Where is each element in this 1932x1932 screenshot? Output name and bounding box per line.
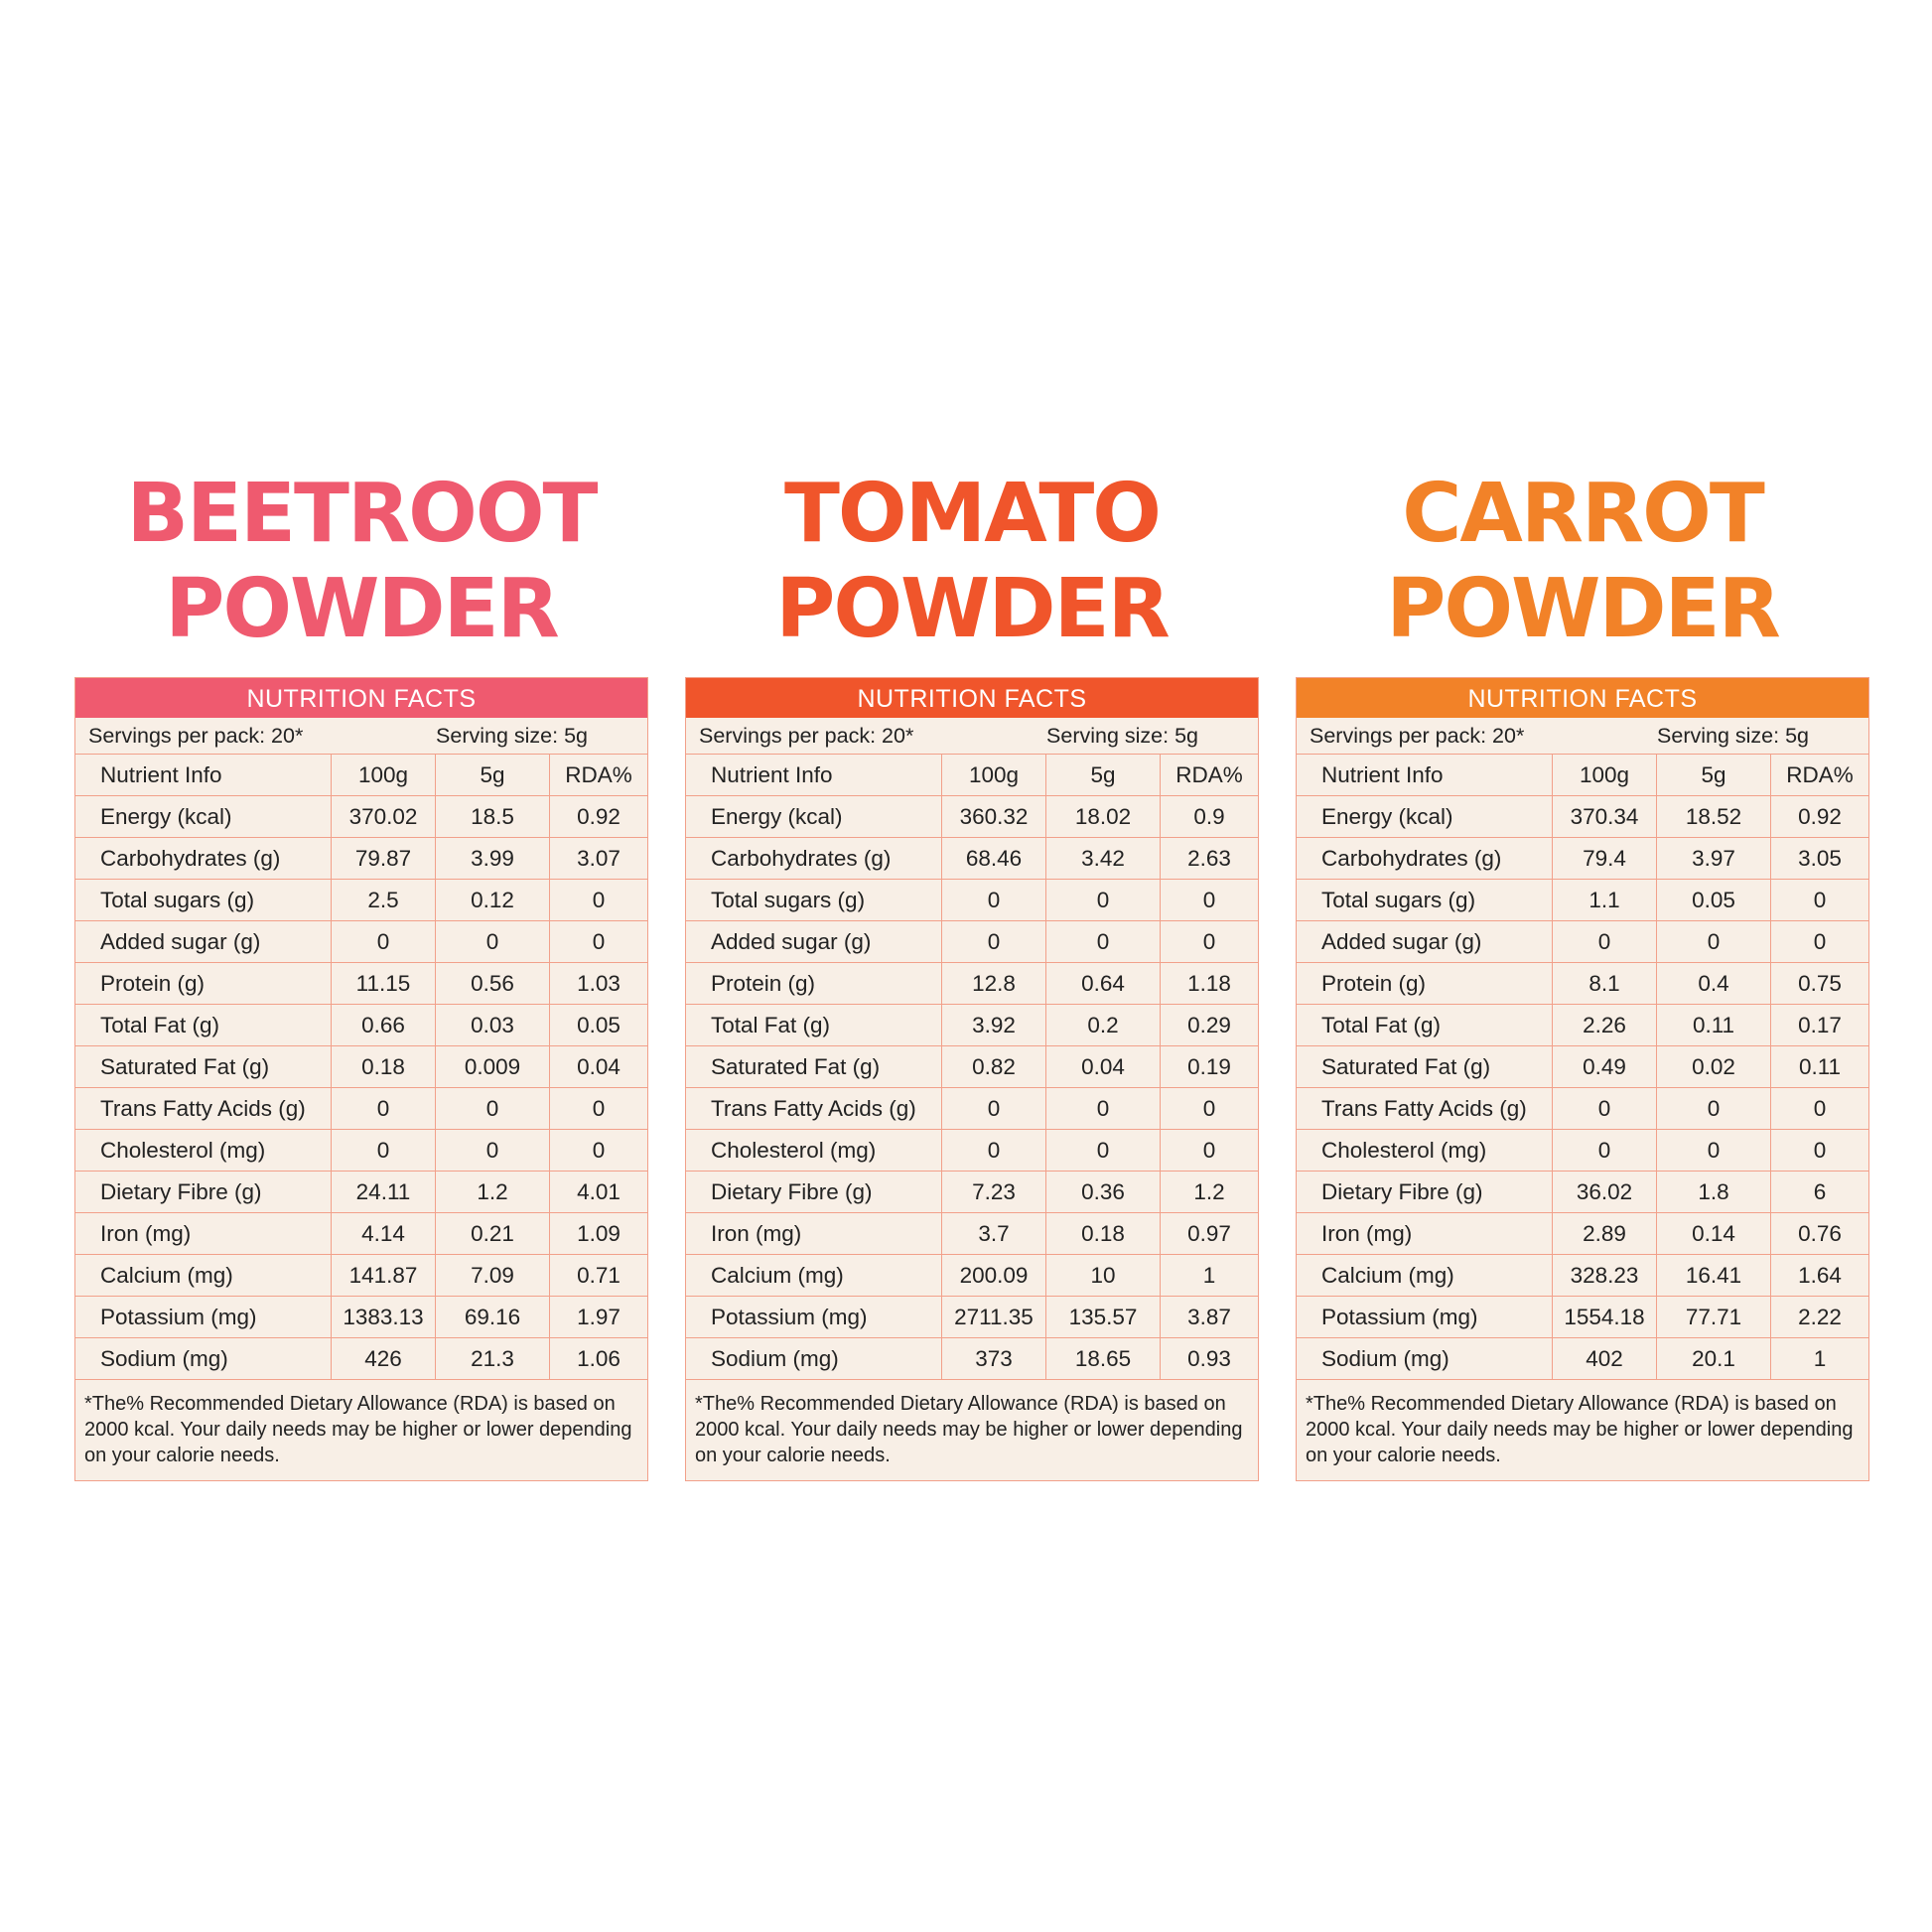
value-5g: 16.41 (1657, 1255, 1771, 1297)
nutrient-name: Protein (g) (75, 963, 332, 1005)
nutrition-card (685, 677, 1259, 1481)
serving-size: Serving size: 5g (1046, 724, 1198, 748)
value-rda: 2.63 (1161, 838, 1259, 880)
column-header: 100g (1553, 755, 1657, 796)
value-rda: 0.92 (550, 796, 648, 838)
nutrient-name: Total Fat (g) (1297, 1005, 1553, 1046)
product-title-line2: POWDER (1386, 562, 1779, 656)
value-rda: 1.03 (550, 963, 648, 1005)
value-100g: 0 (942, 880, 1046, 921)
value-100g: 79.87 (332, 838, 436, 880)
product-title-line1: BEETROOT (126, 467, 597, 561)
table-row (1297, 963, 1868, 1005)
value-rda: 1.18 (1161, 963, 1259, 1005)
value-rda: 3.05 (1771, 838, 1869, 880)
value-100g: 24.11 (332, 1172, 436, 1213)
value-rda: 3.07 (550, 838, 648, 880)
nutrient-name: Iron (mg) (75, 1213, 332, 1255)
value-100g: 0 (1553, 1130, 1657, 1172)
column-header: Nutrient Info (1297, 755, 1553, 796)
serving-info (1297, 718, 1868, 755)
nutrient-name: Potassium (mg) (1297, 1297, 1553, 1338)
table-row (686, 796, 1258, 838)
table-row (686, 1297, 1258, 1338)
value-5g: 0 (1657, 921, 1771, 963)
table-row (1297, 1046, 1868, 1088)
value-100g: 2.89 (1553, 1213, 1657, 1255)
value-100g: 3.92 (942, 1005, 1046, 1046)
value-100g: 360.32 (942, 796, 1046, 838)
value-rda: 0 (550, 1130, 648, 1172)
nutrient-name: Energy (kcal) (686, 796, 942, 838)
value-5g: 0.009 (436, 1046, 550, 1088)
value-rda: 0 (1161, 921, 1259, 963)
value-rda: 0 (1161, 880, 1259, 921)
value-rda: 0.76 (1771, 1213, 1869, 1255)
value-5g: 7.09 (436, 1255, 550, 1297)
value-rda: 0.05 (550, 1005, 648, 1046)
table-row (1297, 880, 1868, 921)
value-100g: 402 (1553, 1338, 1657, 1380)
serving-info (686, 718, 1258, 755)
value-5g: 0.2 (1046, 1005, 1161, 1046)
value-100g: 2.26 (1553, 1005, 1657, 1046)
table-row (1297, 1130, 1868, 1172)
table-row (686, 963, 1258, 1005)
value-5g: 18.65 (1046, 1338, 1161, 1380)
value-5g: 0 (1046, 921, 1161, 963)
nutrition-card (1296, 677, 1869, 1481)
value-100g: 141.87 (332, 1255, 436, 1297)
value-100g: 0 (942, 1130, 1046, 1172)
value-5g: 0.03 (436, 1005, 550, 1046)
table-row (75, 1338, 647, 1380)
nutrient-name: Trans Fatty Acids (g) (686, 1088, 942, 1130)
value-5g: 0.56 (436, 963, 550, 1005)
value-5g: 0.4 (1657, 963, 1771, 1005)
value-5g: 0.64 (1046, 963, 1161, 1005)
table-row (1297, 1172, 1868, 1213)
value-100g: 0 (332, 1130, 436, 1172)
column-header: RDA% (1771, 755, 1869, 796)
nutrient-name: Total sugars (g) (686, 880, 942, 921)
value-5g: 0 (1657, 1130, 1771, 1172)
rda-footnote: *The% Recommended Dietary Allowance (RDA) is based on 2000 kcal. Your daily needs may be higher or lower depending on your calorie needs. (84, 1393, 632, 1466)
value-rda: 0.9 (1161, 796, 1259, 838)
value-rda: 1.2 (1161, 1172, 1259, 1213)
value-100g: 12.8 (942, 963, 1046, 1005)
table-row (75, 1088, 647, 1130)
column-header: Nutrient Info (75, 755, 332, 796)
nutrient-name: Saturated Fat (g) (1297, 1046, 1553, 1088)
value-5g: 0 (436, 1088, 550, 1130)
product-title-line2: POWDER (165, 562, 558, 656)
value-rda: 0 (550, 921, 648, 963)
value-5g: 0 (436, 921, 550, 963)
column-header: 100g (942, 755, 1046, 796)
value-100g: 4.14 (332, 1213, 436, 1255)
nutrient-name: Iron (mg) (1297, 1213, 1553, 1255)
table-row (1297, 1297, 1868, 1338)
value-rda: 0 (1161, 1088, 1259, 1130)
nutrient-name: Potassium (mg) (686, 1297, 942, 1338)
value-rda: 0.04 (550, 1046, 648, 1088)
nutrient-name: Carbohydrates (g) (686, 838, 942, 880)
value-5g: 0.36 (1046, 1172, 1161, 1213)
table-row (686, 1213, 1258, 1255)
nutrient-name: Sodium (mg) (75, 1338, 332, 1380)
nutrient-name: Cholesterol (mg) (75, 1130, 332, 1172)
value-rda: 0 (1771, 1130, 1869, 1172)
product-title (685, 467, 1259, 677)
servings-per-pack: Servings per pack: 20* (699, 724, 914, 748)
nutrient-name: Potassium (mg) (75, 1297, 332, 1338)
value-100g: 2711.35 (942, 1297, 1046, 1338)
nutrition-card (74, 677, 648, 1481)
table-row (75, 838, 647, 880)
table-row (1297, 1338, 1868, 1380)
nutrient-name: Added sugar (g) (1297, 921, 1553, 963)
table-row (75, 921, 647, 963)
nutrition-facts-header: NUTRITION FACTS (686, 678, 1258, 718)
value-5g: 0.21 (436, 1213, 550, 1255)
value-rda: 0.29 (1161, 1005, 1259, 1046)
nutrient-name: Total Fat (g) (686, 1005, 942, 1046)
value-rda: 1.09 (550, 1213, 648, 1255)
value-rda: 2.22 (1771, 1297, 1869, 1338)
value-5g: 3.42 (1046, 838, 1161, 880)
value-5g: 0 (1657, 1088, 1771, 1130)
product-title-line1: TOMATO (784, 467, 1160, 561)
table-row (686, 1046, 1258, 1088)
product-title-line1: CARROT (1402, 467, 1763, 561)
value-rda: 0 (550, 880, 648, 921)
value-rda: 3.87 (1161, 1297, 1259, 1338)
nutrient-name: Calcium (mg) (1297, 1255, 1553, 1297)
value-100g: 7.23 (942, 1172, 1046, 1213)
value-rda: 0 (550, 1088, 648, 1130)
servings-per-pack: Servings per pack: 20* (88, 724, 304, 748)
nutrient-name: Dietary Fibre (g) (75, 1172, 332, 1213)
value-rda: 0 (1161, 1130, 1259, 1172)
column-header: 5g (436, 755, 550, 796)
nutrient-name: Added sugar (g) (686, 921, 942, 963)
nutrition-facts-header: NUTRITION FACTS (75, 678, 647, 718)
nutrient-name: Iron (mg) (686, 1213, 942, 1255)
table-row (75, 880, 647, 921)
value-5g: 0.02 (1657, 1046, 1771, 1088)
column-header: 5g (1046, 755, 1161, 796)
value-5g: 20.1 (1657, 1338, 1771, 1380)
table-row (75, 796, 647, 838)
table-header-row (1297, 755, 1868, 796)
value-rda: 1.06 (550, 1338, 648, 1380)
value-100g: 0 (332, 1088, 436, 1130)
value-5g: 18.5 (436, 796, 550, 838)
value-5g: 0.11 (1657, 1005, 1771, 1046)
value-100g: 0.49 (1553, 1046, 1657, 1088)
nutrient-name: Carbohydrates (g) (1297, 838, 1553, 880)
product-title (1296, 467, 1869, 677)
value-5g: 3.97 (1657, 838, 1771, 880)
value-100g: 2.5 (332, 880, 436, 921)
value-100g: 370.34 (1553, 796, 1657, 838)
value-100g: 0 (1553, 1088, 1657, 1130)
nutrition-facts-header: NUTRITION FACTS (1297, 678, 1868, 718)
table-row (75, 1172, 647, 1213)
value-100g: 1383.13 (332, 1297, 436, 1338)
table-row (1297, 1255, 1868, 1297)
table-row (686, 1130, 1258, 1172)
nutrient-name: Calcium (mg) (75, 1255, 332, 1297)
nutrient-name: Dietary Fibre (g) (1297, 1172, 1553, 1213)
value-5g: 0 (436, 1130, 550, 1172)
nutrient-name: Trans Fatty Acids (g) (75, 1088, 332, 1130)
value-100g: 1.1 (1553, 880, 1657, 921)
value-5g: 135.57 (1046, 1297, 1161, 1338)
value-100g: 11.15 (332, 963, 436, 1005)
table-row (686, 880, 1258, 921)
value-100g: 1554.18 (1553, 1297, 1657, 1338)
value-100g: 0 (942, 1088, 1046, 1130)
nutrition-panel (1296, 467, 1869, 1481)
value-5g: 21.3 (436, 1338, 550, 1380)
table-row (686, 921, 1258, 963)
nutrient-name: Carbohydrates (g) (75, 838, 332, 880)
table-header-row (75, 755, 647, 796)
nutrient-name: Energy (kcal) (1297, 796, 1553, 838)
nutrition-panel (685, 467, 1259, 1481)
table-row (1297, 1005, 1868, 1046)
value-100g: 68.46 (942, 838, 1046, 880)
nutrient-name: Calcium (mg) (686, 1255, 942, 1297)
nutrient-name: Trans Fatty Acids (g) (1297, 1088, 1553, 1130)
value-5g: 0.14 (1657, 1213, 1771, 1255)
table-row (75, 1046, 647, 1088)
value-5g: 0 (1046, 1130, 1161, 1172)
nutrient-name: Total sugars (g) (1297, 880, 1553, 921)
nutrient-name: Dietary Fibre (g) (686, 1172, 942, 1213)
nutrient-name: Sodium (mg) (686, 1338, 942, 1380)
value-100g: 373 (942, 1338, 1046, 1380)
nutrient-name: Energy (kcal) (75, 796, 332, 838)
value-rda: 0.97 (1161, 1213, 1259, 1255)
nutrition-table (75, 755, 647, 1380)
value-100g: 0 (1553, 921, 1657, 963)
servings-per-pack: Servings per pack: 20* (1310, 724, 1525, 748)
value-100g: 328.23 (1553, 1255, 1657, 1297)
table-header-row (686, 755, 1258, 796)
value-100g: 0.82 (942, 1046, 1046, 1088)
value-rda: 1.97 (550, 1297, 648, 1338)
table-row (75, 1255, 647, 1297)
value-rda: 0.92 (1771, 796, 1869, 838)
value-rda: 0 (1771, 921, 1869, 963)
value-100g: 0.18 (332, 1046, 436, 1088)
nutrient-name: Total sugars (g) (75, 880, 332, 921)
table-row (1297, 838, 1868, 880)
value-rda: 0.93 (1161, 1338, 1259, 1380)
value-5g: 1.8 (1657, 1172, 1771, 1213)
nutrient-name: Protein (g) (1297, 963, 1553, 1005)
value-rda: 0 (1771, 1088, 1869, 1130)
table-row (686, 1088, 1258, 1130)
table-row (75, 963, 647, 1005)
value-5g: 0.12 (436, 880, 550, 921)
value-100g: 0 (332, 921, 436, 963)
value-5g: 0.18 (1046, 1213, 1161, 1255)
value-100g: 36.02 (1553, 1172, 1657, 1213)
value-5g: 69.16 (436, 1297, 550, 1338)
value-rda: 0.17 (1771, 1005, 1869, 1046)
serving-size: Serving size: 5g (436, 724, 588, 748)
rda-footnote: *The% Recommended Dietary Allowance (RDA) is based on 2000 kcal. Your daily needs may be higher or lower depending on your calorie needs. (695, 1393, 1243, 1466)
nutrient-name: Cholesterol (mg) (686, 1130, 942, 1172)
table-row (686, 1005, 1258, 1046)
value-rda: 1 (1161, 1255, 1259, 1297)
nutrient-name: Protein (g) (686, 963, 942, 1005)
column-header: Nutrient Info (686, 755, 942, 796)
product-title-line2: POWDER (775, 562, 1169, 656)
value-100g: 79.4 (1553, 838, 1657, 880)
column-header: 5g (1657, 755, 1771, 796)
column-header: 100g (332, 755, 436, 796)
value-5g: 1.2 (436, 1172, 550, 1213)
value-rda: 0.71 (550, 1255, 648, 1297)
table-row (1297, 921, 1868, 963)
value-5g: 0 (1046, 880, 1161, 921)
table-row (75, 1297, 647, 1338)
value-rda: 0.19 (1161, 1046, 1259, 1088)
table-row (1297, 1088, 1868, 1130)
nutrition-panel (74, 467, 648, 1481)
value-5g: 0.04 (1046, 1046, 1161, 1088)
table-row (686, 838, 1258, 880)
nutrient-name: Saturated Fat (g) (75, 1046, 332, 1088)
value-5g: 0 (1046, 1088, 1161, 1130)
value-100g: 3.7 (942, 1213, 1046, 1255)
nutrient-name: Total Fat (g) (75, 1005, 332, 1046)
table-row (686, 1338, 1258, 1380)
nutrient-name: Added sugar (g) (75, 921, 332, 963)
nutrient-name: Sodium (mg) (1297, 1338, 1553, 1380)
value-rda: 0.75 (1771, 963, 1869, 1005)
table-row (75, 1130, 647, 1172)
value-5g: 18.02 (1046, 796, 1161, 838)
nutrition-table (1297, 755, 1868, 1380)
value-5g: 0.05 (1657, 880, 1771, 921)
value-5g: 18.52 (1657, 796, 1771, 838)
nutrient-name: Saturated Fat (g) (686, 1046, 942, 1088)
table-row (1297, 1213, 1868, 1255)
nutrient-name: Cholesterol (mg) (1297, 1130, 1553, 1172)
value-5g: 10 (1046, 1255, 1161, 1297)
column-header: RDA% (1161, 755, 1259, 796)
value-rda: 0.11 (1771, 1046, 1869, 1088)
table-row (75, 1005, 647, 1046)
value-100g: 8.1 (1553, 963, 1657, 1005)
nutrition-table (686, 755, 1258, 1380)
serving-info (75, 718, 647, 755)
table-row (686, 1255, 1258, 1297)
rda-footnote: *The% Recommended Dietary Allowance (RDA) is based on 2000 kcal. Your daily needs may be higher or lower depending on your calorie needs. (1306, 1393, 1854, 1466)
table-row (75, 1213, 647, 1255)
value-rda: 4.01 (550, 1172, 648, 1213)
value-rda: 6 (1771, 1172, 1869, 1213)
value-rda: 1 (1771, 1338, 1869, 1380)
value-100g: 426 (332, 1338, 436, 1380)
value-100g: 0 (942, 921, 1046, 963)
value-5g: 77.71 (1657, 1297, 1771, 1338)
value-100g: 0.66 (332, 1005, 436, 1046)
value-rda: 0 (1771, 880, 1869, 921)
serving-size: Serving size: 5g (1657, 724, 1809, 748)
value-100g: 200.09 (942, 1255, 1046, 1297)
value-5g: 3.99 (436, 838, 550, 880)
product-title (74, 467, 648, 677)
value-rda: 1.64 (1771, 1255, 1869, 1297)
column-header: RDA% (550, 755, 648, 796)
table-row (686, 1172, 1258, 1213)
value-100g: 370.02 (332, 796, 436, 838)
table-row (1297, 796, 1868, 838)
